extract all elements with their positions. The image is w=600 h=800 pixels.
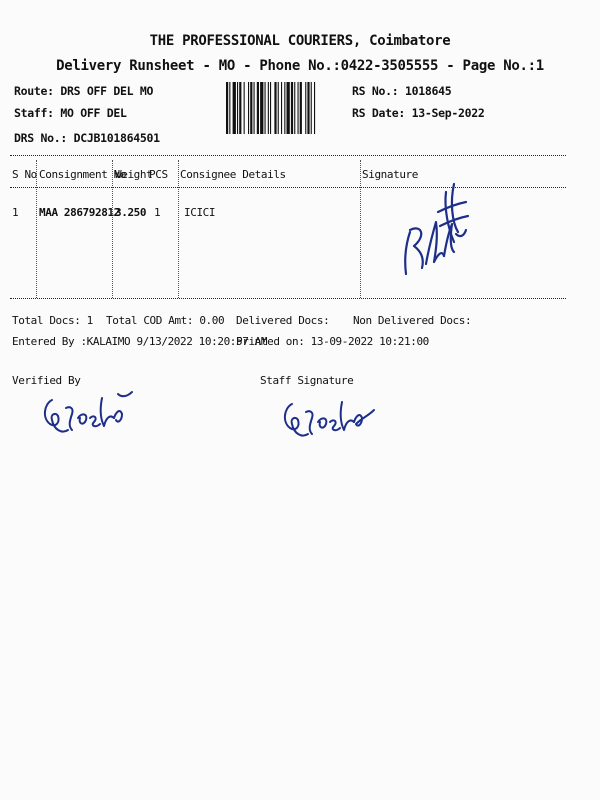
barcode-bar (314, 82, 315, 134)
column-divider (178, 160, 179, 298)
table-top-rule (10, 155, 566, 156)
row-sno: 1 (12, 206, 19, 219)
barcode-bar (300, 82, 302, 134)
staff-signature-label: Staff Signature (260, 374, 354, 387)
entered-by: Entered By :KALAIMO 9/13/2022 10:20:57 AM (12, 335, 268, 348)
row-weight: 3.250 (115, 206, 147, 219)
staff-label: Staff: MO OFF DEL (14, 106, 127, 120)
barcode-bar (257, 82, 259, 134)
delivered-docs: Delivered Docs: (236, 314, 330, 327)
barcode-bar (229, 82, 230, 134)
printed-on: Printed on: 13-09-2022 10:21:00 (236, 335, 429, 348)
barcode-bar (250, 82, 252, 134)
barcode-bar (233, 82, 236, 134)
total-cod-amount: Total COD Amt: 0.00 (106, 314, 225, 327)
barcode-bar (305, 82, 306, 134)
barcode-bar (291, 82, 293, 134)
barcode-bar (226, 82, 228, 134)
route-label: Route: DRS OFF DEL MO (14, 84, 154, 98)
barcode-bar (260, 82, 263, 134)
receiver-signature (392, 172, 472, 280)
barcode-bar (254, 82, 255, 134)
barcode-bar (278, 82, 279, 134)
barcode-bar (265, 82, 266, 134)
col-header-weight: Weight (115, 168, 153, 181)
barcode-bar (311, 82, 312, 134)
document-title: THE PROFESSIONAL COURIERS, Coimbatore (149, 33, 451, 49)
table-bottom-rule (10, 298, 566, 299)
barcode-bar (281, 82, 282, 134)
row-consignment-no: MAA 286792812 (39, 206, 120, 219)
barcode-bar (284, 82, 285, 134)
barcode-bar (307, 82, 309, 134)
verified-by-label: Verified By (12, 374, 81, 387)
barcode-bar (248, 82, 249, 134)
col-header-consignee: Consignee Details (180, 168, 286, 181)
col-header-consignment: Consignment No (39, 168, 127, 181)
non-delivered-docs: Non Delivered Docs: (353, 314, 472, 327)
document-subtitle: Delivery Runsheet - MO - Phone No.:0422-3505555 - Page No.:1 (56, 58, 544, 74)
col-header-signature: Signature (362, 168, 419, 181)
verified-by-signature (38, 384, 138, 440)
barcode-bar (298, 82, 299, 134)
row-consignee: ICICI (184, 206, 216, 219)
barcode-bar (244, 82, 245, 134)
col-header-sno: S No (12, 168, 37, 181)
barcode-bar (287, 82, 290, 134)
col-header-pcs: PCS (149, 168, 168, 181)
barcode-image (226, 82, 344, 134)
barcode-bar (237, 82, 238, 134)
total-docs: Total Docs: 1 (12, 314, 93, 327)
drs-number: DRS No.: DCJB101864501 (14, 131, 160, 145)
staff-signature (278, 388, 378, 444)
rs-number: RS No.: 1018645 (352, 84, 452, 98)
barcode-bar (270, 82, 271, 134)
column-divider (360, 160, 361, 298)
barcode-bar (294, 82, 295, 134)
table-header-rule (10, 187, 566, 188)
barcode-bar (274, 82, 276, 134)
row-pcs: 1 (154, 206, 161, 219)
barcode-bar (268, 82, 269, 134)
rs-date: RS Date: 13-Sep-2022 (352, 106, 485, 120)
barcode-bar (239, 82, 241, 134)
